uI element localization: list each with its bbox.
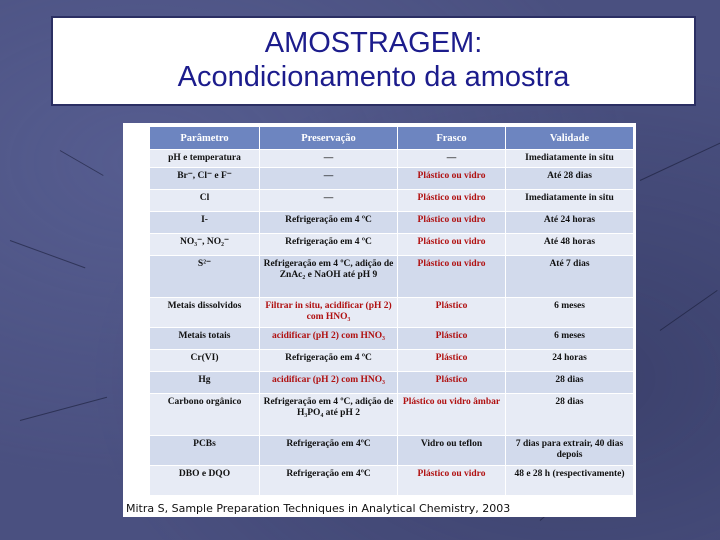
cell-frasco: Plástico ou vidro	[398, 466, 506, 496]
cell-frasco: Plástico	[398, 328, 506, 350]
table-row	[150, 394, 634, 436]
cell-validade: Até 28 dias	[506, 168, 634, 190]
cell-preservacao: Filtrar in situ, acidificar (pH 2) com HNO₃	[260, 298, 398, 328]
cell-parametro: Cl	[150, 190, 260, 212]
cell-preservacao: —	[260, 168, 398, 190]
cell-frasco: Plástico	[398, 298, 506, 328]
table-row	[150, 212, 634, 234]
cell-preservacao: Refrigeração em 4 ºC, adição de ZnAc₂ e NaOH até pH 9	[260, 256, 398, 298]
streak	[660, 290, 718, 331]
streak	[20, 397, 107, 421]
cell-preservacao: Refrigeração em 4 ºC, adição de H₃PO₄ até pH 2	[260, 394, 398, 436]
cell-frasco: —	[398, 150, 506, 168]
cell-preservacao: Refrigeração em 4ºC	[260, 436, 398, 466]
cell-frasco: Plástico ou vidro âmbar	[398, 394, 506, 436]
cell-frasco: Plástico	[398, 350, 506, 372]
cell-frasco: Vidro ou teflon	[398, 436, 506, 466]
cell-validade: 28 dias	[506, 394, 634, 436]
cell-preservacao: Refrigeração em 4ºC	[260, 466, 398, 496]
cell-parametro: Cr(VI)	[150, 350, 260, 372]
cell-preservacao: acidificar (pH 2) com HNO₃	[260, 372, 398, 394]
cell-validade: 6 meses	[506, 328, 634, 350]
cell-preservacao: Refrigeração em 4 ºC	[260, 234, 398, 256]
cell-preservacao: —	[260, 150, 398, 168]
cell-preservacao: Refrigeração em 4 ºC	[260, 350, 398, 372]
cell-parametro: Carbono orgânico	[150, 394, 260, 436]
cell-parametro: Metais dissolvidos	[150, 298, 260, 328]
table-row	[150, 168, 634, 190]
streak	[640, 142, 720, 181]
cell-validade: 48 e 28 h (respectivamente)	[506, 466, 634, 496]
table-row	[150, 372, 634, 394]
cell-parametro: Metais totais	[150, 328, 260, 350]
cell-validade: 24 horas	[506, 350, 634, 372]
cell-validade: 28 dias	[506, 372, 634, 394]
table-row	[150, 256, 634, 298]
table-row	[150, 328, 634, 350]
table-row	[150, 350, 634, 372]
table-row	[150, 436, 634, 466]
cell-validade: Imediatamente in situ	[506, 150, 634, 168]
cell-validade: Até 7 dias	[506, 256, 634, 298]
cell-parametro: Hg	[150, 372, 260, 394]
table-row	[150, 466, 634, 496]
cell-frasco: Plástico ou vidro	[398, 234, 506, 256]
cell-frasco: Plástico	[398, 372, 506, 394]
cell-frasco: Plástico ou vidro	[398, 168, 506, 190]
cell-preservacao: —	[260, 190, 398, 212]
header-preservacao: Preservação	[260, 127, 398, 150]
cell-validade: Até 24 horas	[506, 212, 634, 234]
preservation-table	[149, 126, 634, 496]
cell-validade: 6 meses	[506, 298, 634, 328]
cell-validade: Até 48 horas	[506, 234, 634, 256]
table-row	[150, 150, 634, 168]
cell-parametro: DBO e DQO	[150, 466, 260, 496]
cell-parametro: NO₃⁻, NO₂⁻	[150, 234, 260, 256]
header-parametro: Parâmetro	[150, 127, 260, 150]
cell-validade: Imediatamente in situ	[506, 190, 634, 212]
table-image	[123, 123, 636, 517]
table-header-row	[150, 127, 634, 150]
cell-frasco: Plástico ou vidro	[398, 212, 506, 234]
slide-title: AMOSTRAGEM:	[264, 27, 483, 59]
header-frasco: Frasco	[398, 127, 506, 150]
streak	[10, 240, 86, 268]
table-row	[150, 234, 634, 256]
cell-parametro: PCBs	[150, 436, 260, 466]
table-row	[150, 190, 634, 212]
citation: Mitra S, Sample Preparation Techniques in Analytical Chemistry, 2003	[123, 500, 636, 517]
header-validade: Validade	[506, 127, 634, 150]
streak	[60, 150, 104, 176]
cell-preservacao: acidificar (pH 2) com HNO₃	[260, 328, 398, 350]
slide-subtitle: Acondicionamento da amostra	[177, 61, 570, 93]
cell-preservacao: Refrigeração em 4 ºC	[260, 212, 398, 234]
cell-frasco: Plástico ou vidro	[398, 256, 506, 298]
cell-parametro: S²⁻	[150, 256, 260, 298]
cell-parametro: pH e temperatura	[150, 150, 260, 168]
cell-parametro: I-	[150, 212, 260, 234]
table-row	[150, 298, 634, 328]
title-box	[51, 16, 696, 106]
cell-parametro: Br⁻, Cl⁻ e F⁻	[150, 168, 260, 190]
cell-frasco: Plástico ou vidro	[398, 190, 506, 212]
cell-validade: 7 dias para extrair, 40 dias depois	[506, 436, 634, 466]
